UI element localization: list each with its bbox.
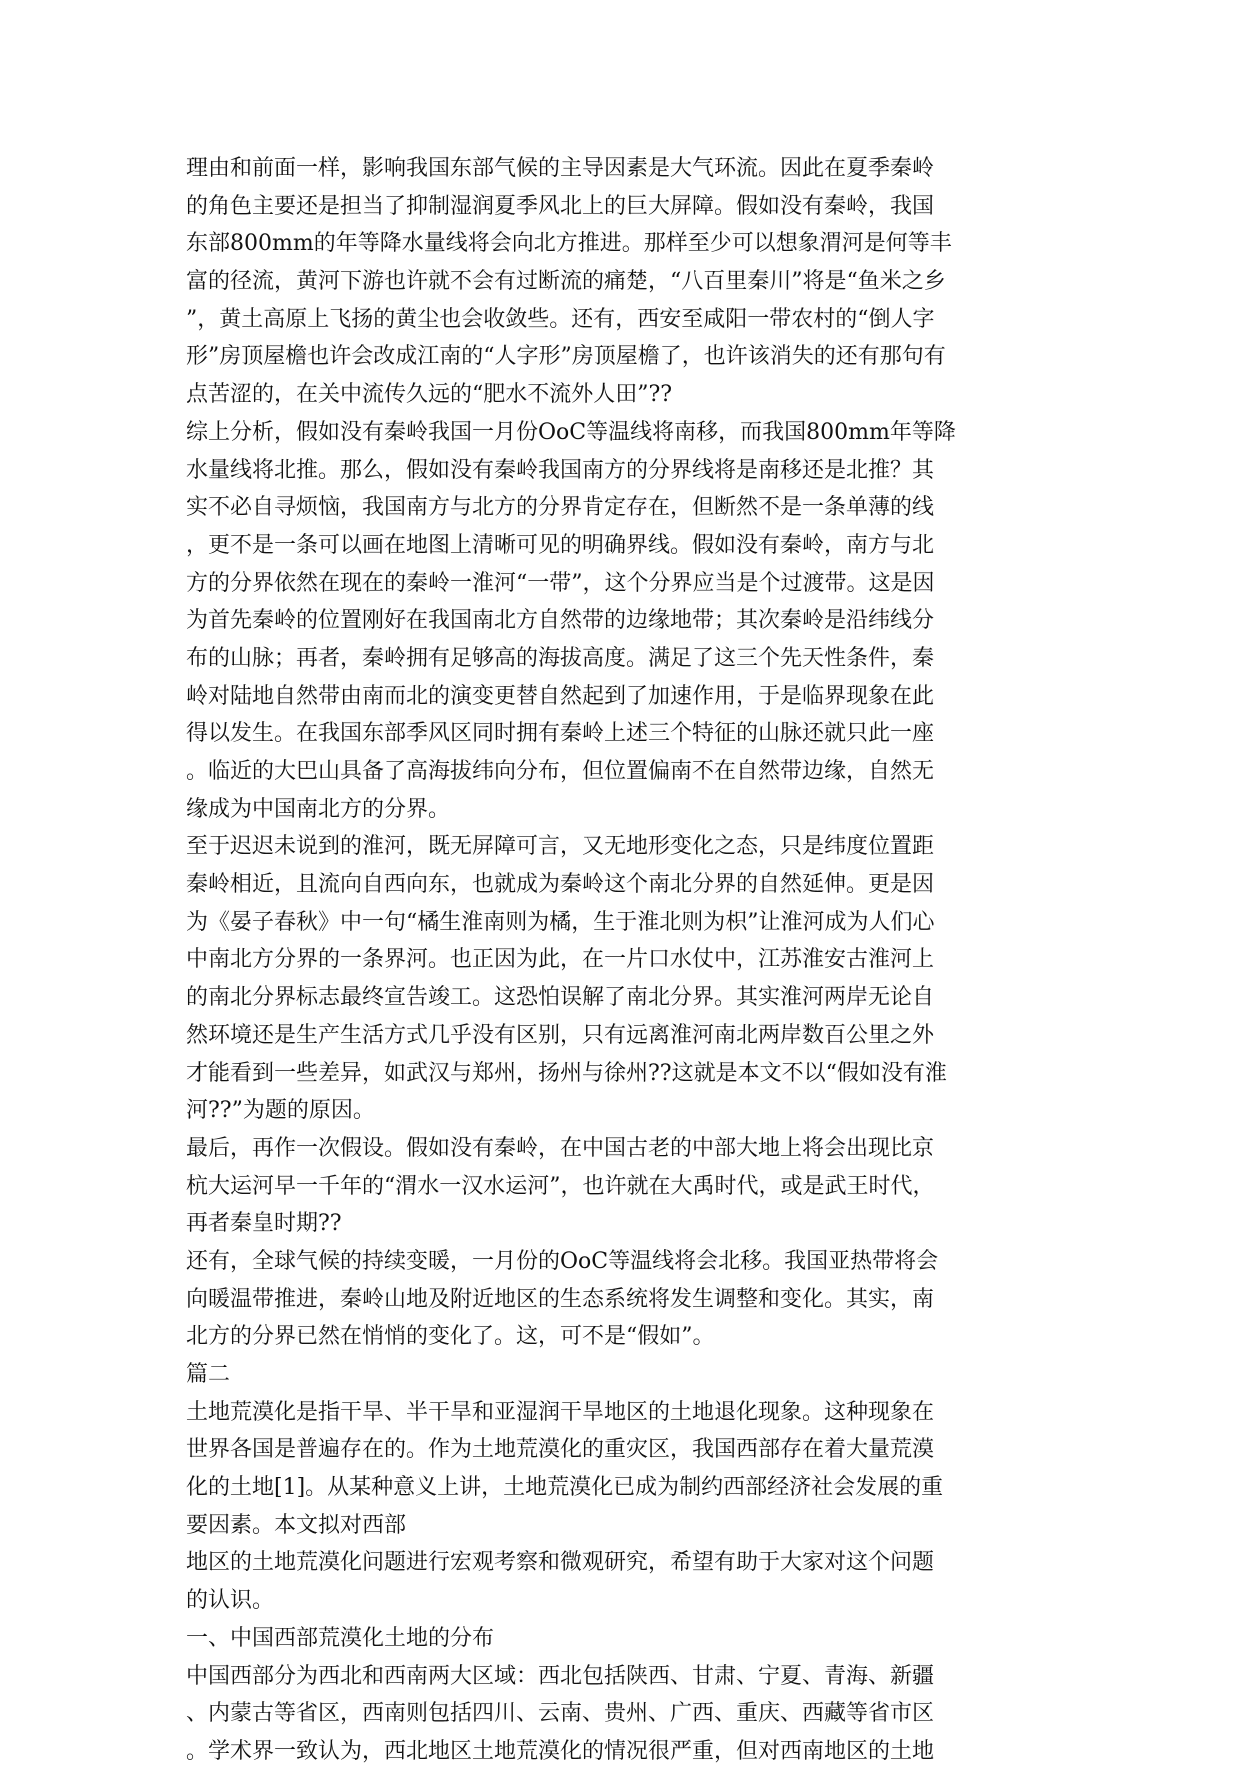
text-line: 秦岭相近，且流向自西向东，也就成为秦岭这个南北分界的自然延伸。更是因: [186, 872, 935, 898]
text-line: 要因素。本文拟对西部: [186, 1512, 407, 1538]
text-line: 土地荒漠化是指干旱、半干旱和亚湿润干旱地区的土地退化现象。这种现象在: [186, 1399, 935, 1425]
body-text: [186, 150, 1054, 1771]
text-line: 北方的分界已然在悄悄的变化了。这，可不是“假如”。: [186, 1324, 715, 1350]
text-line: 缘成为中国南北方的分界。: [186, 796, 451, 822]
text-line: 布的山脉；再者，秦岭拥有足够高的海拔高度。满足了这三个先天性条件，秦: [186, 645, 935, 671]
text-line: 中南北方分界的一条界河。也正因为此，在一片口水仗中，江苏淮安古淮河上: [186, 947, 935, 973]
text-line: 得以发生。在我国东部季风区同时拥有秦岭上述三个特征的山脉还就只此一座: [186, 721, 935, 747]
text-line: 地区的土地荒漠化问题进行宏观考察和微观研究，希望有助于大家对这个问题: [186, 1550, 935, 1576]
text-line: 还有，全球气候的持续变暖，一月份的OoC等温线将会北移。我国亚热带将会: [186, 1248, 939, 1274]
text-line: ”，黄土高原上飞扬的黄尘也会收敛些。还有，西安至咸阳一带农村的“倒人字: [186, 306, 935, 332]
text-line: 形”房顶屋檐也许会改成江南的“人字形”房顶屋檐了，也许该消失的还有那句有: [186, 344, 946, 370]
subsection-heading: 一、中国西部荒漠化土地的分布: [186, 1625, 495, 1651]
text-line: 东部800mm的年等降水量线将会向北方推进。那样至少可以想象渭河是何等丰: [186, 231, 952, 257]
text-line: 再者秦皇时期??: [186, 1211, 342, 1237]
text-line: 向暖温带推进，秦岭山地及附近地区的生态系统将发生调整和变化。其实，南: [186, 1286, 935, 1312]
text-line: 的南北分界标志最终宣告竣工。这恐怕误解了南北分界。其实淮河两岸无论自: [186, 985, 935, 1011]
text-line: 才能看到一些差异，如武汉与郑州，扬州与徐州??这就是本文不以“假如没有淮: [186, 1060, 947, 1086]
text-line: 然环境还是生产生活方式几乎没有区别，只有远离淮河南北两岸数百公里之外: [186, 1022, 935, 1048]
text-line: 至于迟迟未说到的淮河，既无屏障可言，又无地形变化之态，只是纬度位置距: [186, 834, 935, 860]
text-line: 河??”为题的原因。: [186, 1098, 375, 1124]
text-line: 岭对陆地自然带由南而北的演变更替自然起到了加速作用，于是临界现象在此: [186, 683, 935, 709]
text-line: 的角色主要还是担当了抑制湿润夏季风北上的巨大屏障。假如没有秦岭，我国: [186, 193, 935, 219]
text-line: ，更不是一条可以画在地图上清晰可见的明确界线。假如没有秦岭，南方与北: [186, 532, 935, 558]
text-line: 为首先秦岭的位置刚好在我国南北方自然带的边缘地带；其次秦岭是沿纬线分: [186, 608, 935, 634]
section-heading: 篇二: [186, 1362, 231, 1387]
text-line: 综上分析，假如没有秦岭我国一月份OoC等温线将南移，而我国800mm年等降: [186, 419, 956, 445]
text-line: 点苦涩的，在关中流传久远的“肥水不流外人田”??: [186, 382, 673, 408]
text-line: 化的土地[1]。从某种意义上讲，土地荒漠化已成为制约西部经济社会发展的重: [186, 1475, 944, 1501]
text-line: 。临近的大巴山具备了高海拔纬向分布，但位置偏南不在自然带边缘，自然无: [186, 759, 935, 784]
text-line: 实不必自寻烦恼，我国南方与北方的分界肯定存在，但断然不是一条单薄的线: [186, 495, 935, 521]
text-line: 理由和前面一样，影响我国东部气候的主导因素是大气环流。因此在夏季秦岭: [186, 156, 935, 181]
text-line: 杭大运河早一千年的“渭水一汉水运河”，也许就在大禹时代，或是武王时代，: [186, 1173, 935, 1199]
text-line: 中国西部分为西北和西南两大区域：西北包括陕西、甘肃、宁夏、青海、新疆: [186, 1663, 935, 1689]
text-line: 。学术界一致认为，西北地区土地荒漠化的情况很严重，但对西南地区的土地: [186, 1738, 935, 1764]
text-line: 水量线将北推。那么，假如没有秦岭我国南方的分界线将是南移还是北推？其: [186, 457, 935, 483]
text-line: 富的径流，黄河下游也许就不会有过断流的痛楚，“八百里秦川”将是“鱼米之乡: [186, 269, 946, 295]
text-line: 方的分界依然在现在的秦岭一淮河“一带”，这个分界应当是个过渡带。这是因: [186, 570, 935, 596]
text-line: 最后，再作一次假设。假如没有秦岭，在中国古老的中部大地上将会出现比京: [186, 1135, 935, 1161]
text-line: 世界各国是普遍存在的。作为土地荒漠化的重灾区，我国西部存在着大量荒漠: [186, 1437, 935, 1463]
text-line: 的认识。: [186, 1588, 275, 1614]
text-line: 为《晏子春秋》中一句“橘生淮南则为橘，生于淮北则为枳”让淮河成为人们心: [186, 909, 935, 935]
text-line: 、内蒙古等省区，西南则包括四川、云南、贵州、广西、重庆、西藏等省市区: [186, 1701, 935, 1727]
